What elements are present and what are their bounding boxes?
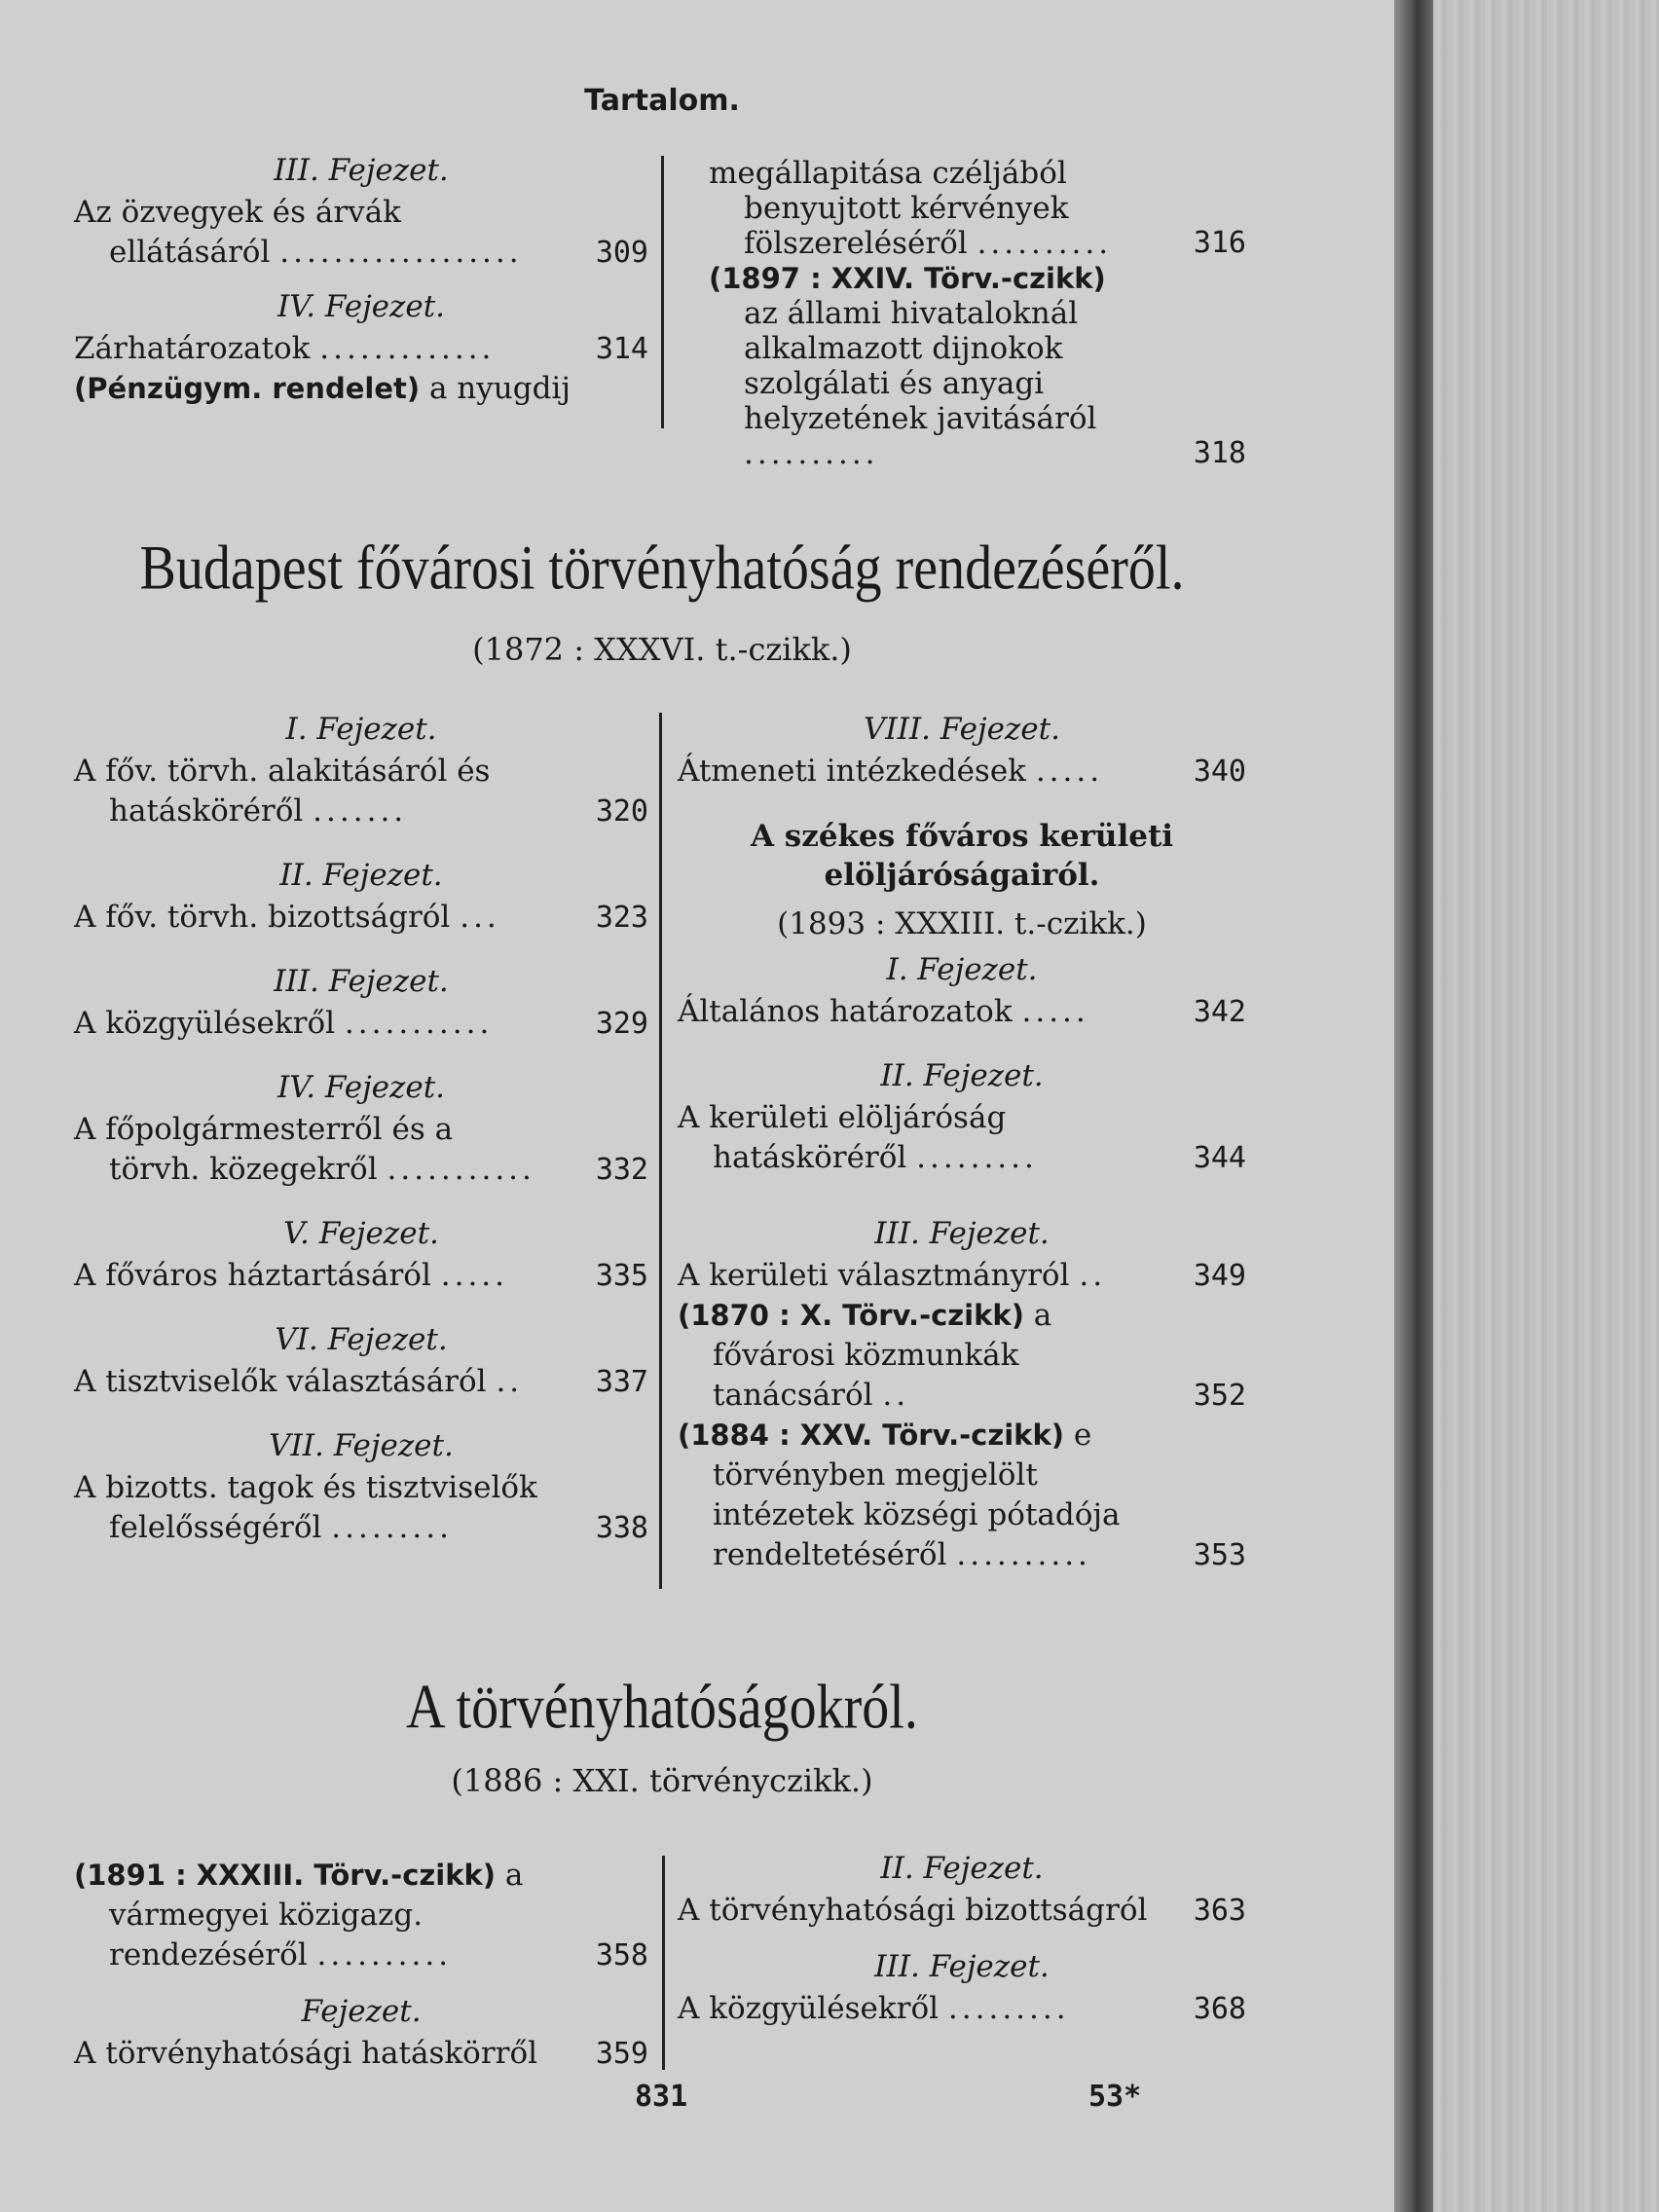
page-number: 344 [1193,1141,1246,1175]
chapter-heading: IV. Fejezet. [276,1070,446,1105]
entry-text: A közgyülésekről [678,1991,940,2026]
page-number: 353 [1193,1538,1246,1572]
column-divider [661,156,664,428]
entry-text: a vármegyei közigazg. rendezéséről [109,1858,524,1972]
entry-text: A főv. törvh. alakitásáról és hatásköréről [74,754,491,829]
section-title: A törvényhatóságokról. [406,1673,918,1743]
chapter-heading: II. Fejezet. [880,1058,1044,1093]
entry-text: a fővárosi közmunkák tanácsáról [713,1298,1052,1413]
chapter-heading: III. Fejezet. [274,153,449,188]
act-reference: (1886 : XXI. törvényczikk.) [451,1762,873,1799]
entry-text: A bizotts. tagok és tisztviselők felelősségéről [74,1470,537,1545]
act-reference: (1893 : XXXIII. t.-czikk.) [777,906,1147,941]
entry-text: A főpolgármesterről és a törvh. közegekről [74,1112,454,1187]
entry-text: A kerületi választmányról [678,1258,1070,1293]
budapest-left-column [74,707,648,1548]
law-reference: (1870 : X. Törv.-czikk) [678,1299,1024,1332]
chapter-heading: V. Fejezet. [283,1216,439,1251]
toc-entry: Általános határozatok ..... 342 [678,992,1246,1032]
page-number: 332 [595,1153,648,1187]
page-number: 335 [595,1259,648,1293]
page-number: 318 [1193,436,1246,470]
subsection-title: A székes főváros kerületi elöljáróságairól. [750,819,1174,893]
toc-entry: Átmeneti intézkedések ..... 340 [678,752,1246,792]
toc-entry: A kerületi elöljáróság hatásköréről ......... 344 [678,1098,1246,1178]
entry-text: A kerületi elöljáróság hatásköréről [678,1100,1007,1175]
law-reference: (1897 : XXIV. Törv.-czikk) [709,262,1106,295]
column-divider [659,713,662,1589]
page-number: 358 [595,1938,648,1972]
chapter-heading: VIII. Fejezet. [864,712,1060,747]
budapest-right-column [678,707,1246,1575]
toc-entry: (1870 : X. Törv.-czikk) a fővárosi közmunkák tanácsáról .. 352 [678,1296,1246,1416]
toc-entry: A közgyülésekről ........... 329 [74,1004,648,1044]
chapter-heading: II. Fejezet. [279,858,443,893]
entry-text: az állami hivataloknál alkalmazott dijnokok szolgálati és anyagi helyzetének javitásáról [744,296,1097,436]
chapter-heading: III. Fejezet. [874,1949,1050,1984]
entry-text: Átmeneti intézkedések [678,754,1026,789]
toc-entry: A főpolgármesterről és a törvh. közegekről ........... 332 [74,1110,648,1190]
page-number: 352 [1193,1379,1246,1413]
page-number: 323 [595,901,648,935]
page-number: 309 [595,236,648,270]
page-number: 316 [1193,226,1246,260]
chapter-heading: IV. Fejezet. [276,289,446,324]
entry-text: A törvényhatósági bizottságról [678,1893,1148,1928]
folio-page-number: 831 [635,2080,688,2114]
law-reference: (Pénzügym. rendelet) [74,372,421,405]
toc-entry [678,1891,1246,1931]
toc-entry: A kerületi választmányról .. 349 [678,1256,1246,1296]
chapter-heading: I. Fejezet. [285,712,437,747]
page-number: 320 [595,794,648,829]
running-head: Tartalom. [584,84,740,118]
toc-entry: Az özvegyek és árvák ellátásáról .................. 309 [74,193,648,273]
chapter-heading: VII. Fejezet. [269,1428,454,1463]
entry-text: A főváros háztartásáról [74,1258,431,1293]
toc-entry [74,2034,648,2074]
signature-mark: 53* [1088,2080,1142,2114]
page-number: 359 [595,2037,648,2071]
toc-entry: megállapitása czéljából benyujtott kérvények fölszereléséről .......... 316 [709,156,1246,261]
chapter-heading: III. Fejezet. [874,1216,1050,1251]
chapter-heading: VI. Fejezet. [275,1322,448,1357]
toc-entry: Zárhatározatok ............. 314 [74,329,648,369]
torvenyhatosagok-left-column [74,1856,648,2074]
toc-entry: (1891 : XXXIII. Törv.-czikk) a vármegyei közigazg. rendezéséről .......... 358 [74,1856,648,1975]
toc-entry: A tisztviselők választásáról .. 337 [74,1362,648,1402]
toc-entry: (1884 : XXV. Törv.-czikk) e törvényben megjelölt intézetek községi pótadója rendeltetéséről .......... 353 [678,1416,1246,1575]
entry-text: A főv. törvh. bizottságról [74,900,451,935]
act-reference: (1872 : XXXVI. t.-czikk.) [472,631,852,668]
page-number: 349 [1193,1259,1246,1293]
entry-text: megállapitása czéljából benyujtott kérvények fölszereléséről [709,156,1069,261]
chapter-heading: II. Fejezet. [880,1851,1044,1886]
page-number: 314 [595,332,648,366]
toc-entry: A főv. törvh. bizottságról ... 323 [74,898,648,938]
law-reference: (1891 : XXXIII. Törv.-czikk) [74,1859,497,1892]
chapter-heading: Fejezet. [301,1994,422,2029]
toc-entry: A bizotts. tagok és tisztviselők felelősségéről ......... 338 [74,1468,648,1548]
page-number: 337 [595,1365,648,1399]
law-reference: (1884 : XXV. Törv.-czikk) [678,1419,1065,1452]
column-divider [662,1856,665,2070]
entry-text: Az özvegyek és árvák ellátásáról [74,195,401,270]
entry-text: Zárhatározatok [74,331,311,366]
page-number: 363 [1193,1894,1246,1928]
entry-text: e törvényben megjelölt intézetek községi pótadója rendeltetéséről [713,1418,1121,1572]
top-right-column [709,156,1246,471]
page-number: 338 [595,1511,648,1545]
toc-entry: A közgyülésekről ......... 368 [678,1989,1246,2029]
page-number: 340 [1193,755,1246,789]
torvenyhatosagok-right-column [678,1846,1246,2029]
page-number: 368 [1193,1992,1246,2026]
entry-text: a nyugdij [420,371,571,406]
toc-entry: (1897 : XXIV. Törv.-czikk) az állami hivataloknál alkalmazott dijnokok szolgálati és anyagi helyzetének javitásáról .......... 318 [709,262,1246,471]
entry-text: A törvényhatósági hatáskörről [74,2036,538,2071]
top-left-column [74,148,648,409]
entry-text: A tisztviselők választásáról [74,1364,487,1399]
chapter-heading: I. Fejezet. [886,952,1038,987]
page-number: 342 [1193,995,1246,1029]
toc-entry [74,369,648,409]
toc-entry: A főv. törvh. alakitásáról és hatásköréről ....... 320 [74,752,648,831]
book-gutter [1394,0,1433,2212]
page-number: 329 [595,1007,648,1041]
entry-text: Általános határozatok [678,994,1013,1029]
entry-text: A közgyülésekről [74,1006,336,1041]
page-edges [1433,0,1659,2212]
toc-entry: A főváros háztartásáról ..... 335 [74,1256,648,1296]
chapter-heading: III. Fejezet. [274,964,449,999]
section-title: Budapest fővárosi törvényhatóság rendezéséről. [139,534,1185,604]
